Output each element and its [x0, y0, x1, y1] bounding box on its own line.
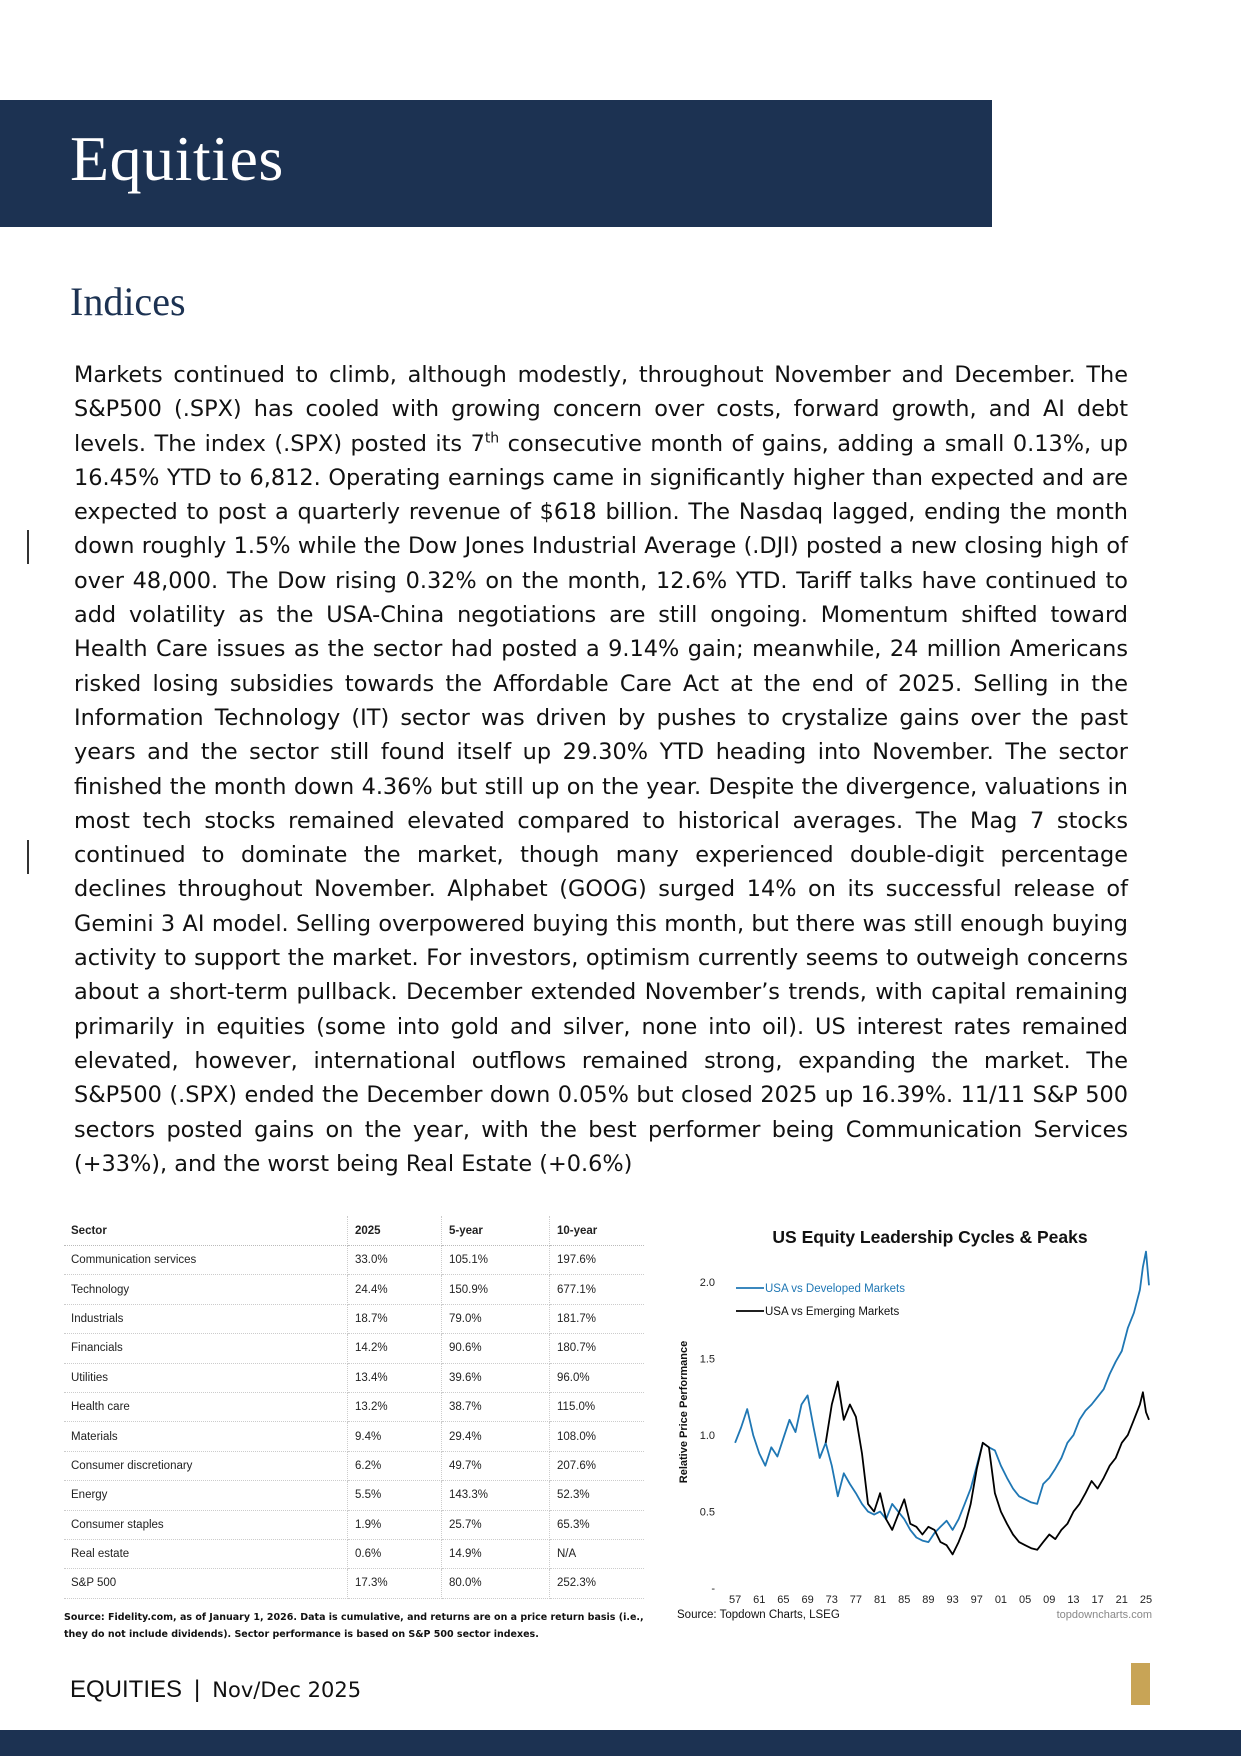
return-cell: 39.6% — [442, 1363, 550, 1392]
x-tick-label: 69 — [801, 1594, 814, 1606]
body-text-part2: consecutive month of gains, adding a small 0.13%, up 16.45% YTD to 6,812. Operating earnings came in significantly higher than expected and are expected to post a quarterly revenue of $618 billion. The Nasdaq lagged, ending the month down roughly 1.5% while the Dow Jones Industrial Average (.DJI) posted a new closing high of over 48,000. The Dow rising 0.32% on the month, 12.6% YTD. Tariff talks have continued to add volatility as the USA-China negotiations are still ongoing. Momentum shifted toward Health Care issues as the sector had posted a 9.14% gain; meanwhile, 24 million Americans risked losing subsidies towards the Affordable Care Act at the end of 2025. Selling in the Information Technology (IT) sector was driven by pushes to crystalize gains over the past years and the sector still found itself up 29.30% YTD heading into November. The sector finished the month down 4.36% but still up on the year. Despite the divergence, valuations in most tech stocks remained elevated compared to historical averages. The Mag 7 stocks continued to dominate the market, though many experienced double-digit percentage declines throughout November. Alphabet (GOOG) surged 14% on its successful release of Gemini 3 AI model. Selling overpowered buying this month, but there was still enough buying activity to support the market. For investors, optimism currently seems to outweigh concerns about a short-term pullback. December extended November’s trends, with capital remaining primarily in equities (some into gold and silver, none into oil). US interest rates remained elevated, however, international outflows remained strong, expanding the market. The S&P500 (.SPX) ended the December down 0.05% but closed 2025 up 16.39%. 11/11 S&P 500 sectors posted gains on the year, with the best performer being Communication Services (+33%), and the worst being Real Estate (+0.6%) — [74, 430, 1128, 1177]
return-cell: 6.2% — [348, 1451, 442, 1480]
return-cell: 252.3% — [550, 1569, 645, 1598]
sector-name-cell: Industrials — [64, 1304, 348, 1333]
return-cell: 18.7% — [348, 1304, 442, 1333]
return-cell: 197.6% — [550, 1246, 645, 1275]
y-tick-label: 0.5 — [699, 1506, 715, 1519]
return-cell: 14.9% — [442, 1539, 550, 1568]
column-header: Sector — [64, 1216, 348, 1246]
ordinal-superscript: th — [484, 430, 500, 447]
return-cell: 80.0% — [442, 1569, 550, 1598]
footer-date: Nov/Dec 2025 — [212, 1678, 362, 1702]
return-cell: 677.1% — [550, 1275, 645, 1304]
y-axis-label: Relative Price Performance — [678, 1340, 690, 1484]
return-cell: 79.0% — [442, 1304, 550, 1333]
x-tick-label: 85 — [898, 1594, 911, 1606]
body-paragraph — [74, 358, 1128, 1181]
column-header: 10-year — [550, 1216, 645, 1246]
sector-name-cell: Health care — [64, 1392, 348, 1421]
chart-source: Source: Topdown Charts, LSEG — [677, 1609, 840, 1621]
sector-name-cell: Energy — [64, 1481, 348, 1510]
section-heading: Indices — [70, 279, 186, 324]
return-cell: 29.4% — [442, 1422, 550, 1451]
footer-separator: | — [194, 1676, 201, 1703]
return-cell: 52.3% — [550, 1481, 645, 1510]
x-tick-label: 97 — [970, 1594, 983, 1606]
x-tick-label: 81 — [873, 1594, 887, 1606]
return-cell: 105.1% — [442, 1246, 550, 1275]
x-tick-label: 17 — [1091, 1594, 1104, 1606]
x-tick-label: 77 — [849, 1594, 863, 1606]
return-cell: 108.0% — [550, 1422, 645, 1451]
table-row — [64, 1510, 644, 1539]
return-cell: 38.7% — [442, 1392, 550, 1421]
sector-name-cell: Materials — [64, 1422, 348, 1451]
return-cell: 143.3% — [442, 1481, 550, 1510]
return-cell: 115.0% — [550, 1392, 645, 1421]
sector-name-cell: Real estate — [64, 1539, 348, 1568]
table-row — [64, 1422, 644, 1451]
bottom-bar — [0, 1730, 1241, 1756]
page-footer — [70, 1676, 361, 1704]
leadership-cycles-chart — [668, 1214, 1168, 1624]
revision-mark — [27, 840, 29, 874]
x-tick-label: 01 — [994, 1594, 1008, 1606]
series-line-emerging-markets — [826, 1382, 1149, 1555]
sector-name-cell: Utilities — [64, 1363, 348, 1392]
sector-name-cell: Communication services — [64, 1246, 348, 1275]
return-cell: 150.9% — [442, 1275, 550, 1304]
return-cell: 9.4% — [348, 1422, 442, 1451]
title-banner — [0, 100, 992, 227]
y-tick-label: 1.0 — [699, 1430, 715, 1443]
legend-label: USA vs Emerging Markets — [765, 1306, 900, 1318]
return-cell: 17.3% — [348, 1569, 442, 1598]
sector-name-cell: Consumer discretionary — [64, 1451, 348, 1480]
return-cell: 90.6% — [442, 1334, 550, 1363]
x-tick-label: 57 — [728, 1594, 742, 1606]
x-tick-label: 13 — [1067, 1594, 1080, 1606]
table-row — [64, 1246, 644, 1275]
return-cell: 49.7% — [442, 1451, 550, 1480]
sector-name-cell: Financials — [64, 1334, 348, 1363]
x-tick-label: 09 — [1043, 1594, 1056, 1606]
x-tick-label: 65 — [777, 1594, 790, 1606]
x-tick-label: 61 — [753, 1594, 766, 1606]
table-row — [64, 1481, 644, 1510]
return-cell: 65.3% — [550, 1510, 645, 1539]
x-tick-label: 93 — [946, 1594, 959, 1606]
y-tick-label: 1.5 — [699, 1353, 715, 1366]
column-header: 5-year — [442, 1216, 550, 1246]
return-cell: 13.4% — [348, 1363, 442, 1392]
return-cell: 181.7% — [550, 1304, 645, 1333]
return-cell: 5.5% — [348, 1481, 442, 1510]
gold-accent-mark — [1131, 1663, 1150, 1705]
return-cell: 13.2% — [348, 1392, 442, 1421]
series-line-developed-markets — [735, 1252, 1149, 1543]
table-header-row — [64, 1216, 644, 1246]
chart-title: US Equity Leadership Cycles & Peaks — [772, 1227, 1088, 1247]
table-row — [64, 1363, 644, 1392]
y-tick-label: 2.0 — [699, 1277, 715, 1290]
return-cell: 0.6% — [348, 1539, 442, 1568]
x-tick-label: 73 — [825, 1594, 838, 1606]
table-row — [64, 1392, 644, 1421]
table-source-note: Source: Fidelity.com, as of January 1, 2026. Data is cumulative, and returns are on a price return basis (i.e., they do not include dividends). Sector performance is based on S&P 500 sector indexes. — [64, 1612, 644, 1640]
y-tick-label: - — [711, 1583, 715, 1595]
chart-watermark: topdowncharts.com — [1056, 1609, 1152, 1621]
sector-name-cell: Technology — [64, 1275, 348, 1304]
sector-name-cell: Consumer staples — [64, 1510, 348, 1539]
table-row — [64, 1334, 644, 1363]
table-row — [64, 1304, 644, 1333]
column-header: 2025 — [348, 1216, 442, 1246]
return-cell: 207.6% — [550, 1451, 645, 1480]
return-cell: 25.7% — [442, 1510, 550, 1539]
return-cell: 1.9% — [348, 1510, 442, 1539]
return-cell: 14.2% — [348, 1334, 442, 1363]
sector-name-cell: S&P 500 — [64, 1569, 348, 1598]
revision-mark — [27, 530, 29, 564]
return-cell: N/A — [550, 1539, 645, 1568]
return-cell: 33.0% — [348, 1246, 442, 1275]
x-tick-label: 89 — [922, 1594, 935, 1606]
page-title: Equities — [70, 123, 284, 194]
sector-performance-table — [64, 1216, 644, 1599]
x-tick-label: 25 — [1139, 1594, 1153, 1606]
x-tick-label: 21 — [1115, 1594, 1128, 1606]
body-text-part1: Markets continued to climb, although modestly, throughout November and December. The S&P500 (.SPX) has cooled with growing concern over costs, forward growth, and AI debt levels. The index (.SPX) posted its 7 — [74, 362, 1128, 457]
table-row — [64, 1275, 644, 1304]
return-cell: 96.0% — [550, 1363, 645, 1392]
return-cell: 24.4% — [348, 1275, 442, 1304]
return-cell: 180.7% — [550, 1334, 645, 1363]
legend-label: USA vs Developed Markets — [765, 1283, 905, 1295]
table-row — [64, 1569, 644, 1598]
table-row — [64, 1451, 644, 1480]
table-row — [64, 1539, 644, 1568]
x-tick-label: 05 — [1018, 1594, 1032, 1606]
footer-section: EQUITIES — [70, 1676, 183, 1703]
